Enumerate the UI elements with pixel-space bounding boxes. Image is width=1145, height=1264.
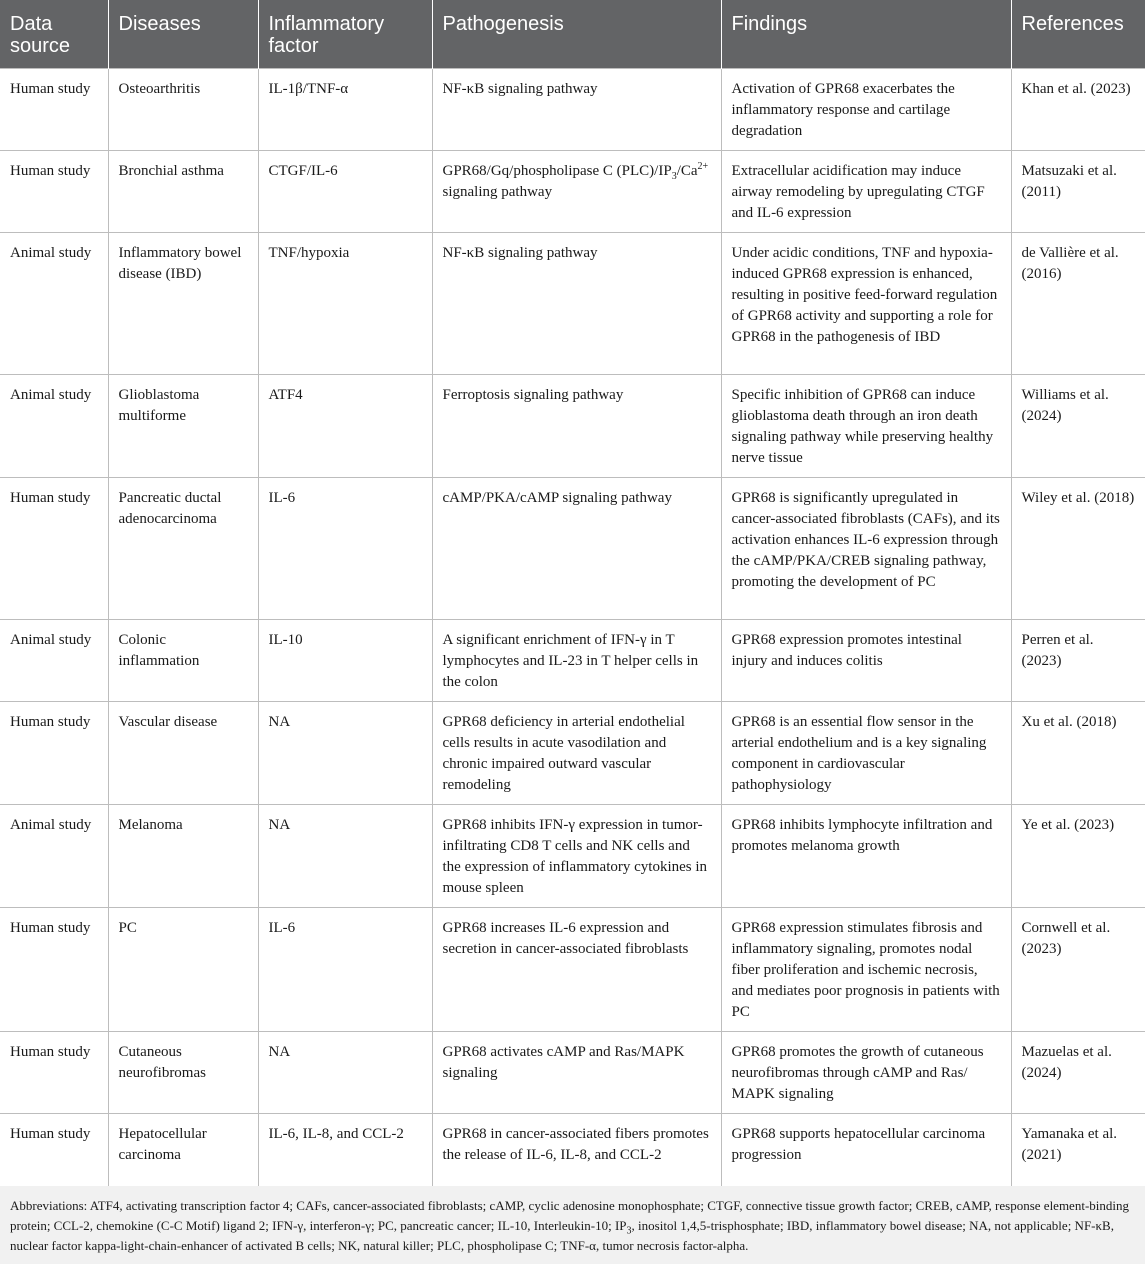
pathogenesis-text: GPR68/Gq/phospholipase C (PLC)/IP (442, 163, 672, 179)
cell-pathogenesis: GPR68 increases IL-6 expression and secretion in cancer-associated fibroblasts (432, 908, 721, 1032)
table-row (0, 375, 1145, 478)
cell-reference: Williams et al. (2024) (1011, 375, 1145, 478)
cell-inflammatory-factor: IL-10 (258, 620, 432, 702)
cell-reference: de Vallière et al. (2016) (1011, 233, 1145, 375)
cell-data-source: Human study (0, 1032, 108, 1114)
cell-disease: Colonic inflammation (108, 620, 258, 702)
cell-data-source: Animal study (0, 805, 108, 908)
cell-data-source: Human study (0, 69, 108, 151)
cell-findings: Specific inhibition of GPR68 can induce glioblastoma death through an iron death signaling pathway while preserving healthy nerve tissue (721, 375, 1011, 478)
cell-inflammatory-factor: NA (258, 805, 432, 908)
column-header-findings: Findings (721, 0, 1011, 69)
cell-pathogenesis: GPR68 deficiency in arterial endothelial cells results in acute vasodilation and chronic impaired outward vascular remodeling (432, 702, 721, 805)
column-header-data-source: Data source (0, 0, 108, 69)
cell-findings: GPR68 expression promotes intestinal injury and induces colitis (721, 620, 1011, 702)
superscript: 2+ (697, 161, 709, 172)
cell-disease: Inflammatory bowel disease (IBD) (108, 233, 258, 375)
cell-reference: Perren et al. (2023) (1011, 620, 1145, 702)
table-row (0, 69, 1145, 151)
cell-data-source: Human study (0, 908, 108, 1032)
cell-disease: Cutaneous neurofibromas (108, 1032, 258, 1114)
cell-findings: GPR68 supports hepatocellular carcinoma progression (721, 1114, 1011, 1194)
pathogenesis-text: /Ca (676, 163, 698, 179)
table-row (0, 233, 1145, 375)
cell-disease: Pancreatic ductal adenocarcinoma (108, 478, 258, 620)
cell-data-source: Human study (0, 151, 108, 233)
cell-inflammatory-factor: ATF4 (258, 375, 432, 478)
table-row (0, 805, 1145, 908)
abbreviations-footnote (0, 1186, 1145, 1264)
cell-disease: Melanoma (108, 805, 258, 908)
cell-disease: Glioblastoma multiforme (108, 375, 258, 478)
cell-findings: GPR68 promotes the growth of cutaneous neurofibromas through cAMP and Ras/ MAPK signaling (721, 1032, 1011, 1114)
subscript: 3 (671, 171, 677, 182)
cell-data-source: Human study (0, 702, 108, 805)
cell-pathogenesis: GPR68 inhibits IFN-γ expression in tumor-infiltrating CD8 T cells and NK cells and the expression of inflammatory cytokines in mouse spleen (432, 805, 721, 908)
cell-findings: Under acidic conditions, TNF and hypoxia-induced GPR68 expression is enhanced, resulting in positive feed-forward regulation of GPR68 activity and supporting a role for GPR68 in the pathogenesis of IBD (721, 233, 1011, 375)
table-row (0, 908, 1145, 1032)
cell-reference: Mazuelas et al. (2024) (1011, 1032, 1145, 1114)
column-header-diseases: Diseases (108, 0, 258, 69)
cell-pathogenesis: cAMP/PKA/cAMP signaling pathway (432, 478, 721, 620)
cell-findings: GPR68 inhibits lymphocyte infiltration and promotes melanoma growth (721, 805, 1011, 908)
table-row (0, 1114, 1145, 1194)
cell-inflammatory-factor: CTGF/IL-6 (258, 151, 432, 233)
cell-pathogenesis: Ferroptosis signaling pathway (432, 375, 721, 478)
cell-inflammatory-factor: IL-1β/TNF-α (258, 69, 432, 151)
cell-inflammatory-factor: IL-6 (258, 908, 432, 1032)
cell-data-source: Animal study (0, 375, 108, 478)
cell-reference: Ye et al. (2023) (1011, 805, 1145, 908)
cell-data-source: Animal study (0, 620, 108, 702)
column-header-pathogenesis: Pathogenesis (432, 0, 721, 69)
cell-pathogenesis: GPR68 in cancer-associated fibers promotes the release of IL-6, IL-8, and CCL-2 (432, 1114, 721, 1194)
cell-findings: Activation of GPR68 exacerbates the inflammatory response and cartilage degradation (721, 69, 1011, 151)
cell-inflammatory-factor: IL-6, IL-8, and CCL-2 (258, 1114, 432, 1194)
cell-data-source: Human study (0, 1114, 108, 1194)
cell-findings: Extracellular acidification may induce airway remodeling by upregulating CTGF and IL-6 expression (721, 151, 1011, 233)
cell-findings: GPR68 is significantly upregulated in cancer-associated fibroblasts (CAFs), and its activation enhances IL-6 expression through the cAMP/PKA/CREB signaling pathway, promoting the development of PC (721, 478, 1011, 620)
column-header-inflammatory-factor: Inflammatory factor (258, 0, 432, 69)
cell-reference: Xu et al. (2018) (1011, 702, 1145, 805)
header-row (0, 0, 1145, 69)
pathogenesis-text: signaling pathway (442, 184, 553, 200)
cell-disease: Osteoarthritis (108, 69, 258, 151)
cell-disease: Hepatocellular carcinoma (108, 1114, 258, 1194)
table-row (0, 620, 1145, 702)
table-row (0, 702, 1145, 805)
cell-inflammatory-factor: NA (258, 702, 432, 805)
cell-inflammatory-factor: TNF/hypoxia (258, 233, 432, 375)
cell-disease: PC (108, 908, 258, 1032)
footnote-text: Abbreviations: ATF4, activating transcription factor 4; CAFs, cancer-associated fibroblasts; cAMP, cyclic adenosine monophosphate; CTGF, connective tissue growth factor; CREB, cAMP, response element-binding protein; CCL-2, chemokine (C-C Motif) ligand 2; IFN-γ, interferon-γ; PC, pancreatic cancer; IL-10, Interleukin-10; IP (10, 1198, 1129, 1233)
table-row (0, 1032, 1145, 1114)
cell-pathogenesis (432, 151, 721, 233)
cell-data-source: Animal study (0, 233, 108, 375)
table-row (0, 478, 1145, 620)
cell-data-source: Human study (0, 478, 108, 620)
cell-reference: Khan et al. (2023) (1011, 69, 1145, 151)
cell-reference: Matsuzaki et al. (2011) (1011, 151, 1145, 233)
cell-disease: Vascular disease (108, 702, 258, 805)
cell-reference: Cornwell et al. (2023) (1011, 908, 1145, 1032)
cell-reference: Yamanaka et al. (2021) (1011, 1114, 1145, 1194)
subscript: 3 (626, 1225, 632, 1237)
cell-pathogenesis: GPR68 activates cAMP and Ras/MAPK signaling (432, 1032, 721, 1114)
cell-reference: Wiley et al. (2018) (1011, 478, 1145, 620)
cell-pathogenesis: NF-κB signaling pathway (432, 233, 721, 375)
cell-findings: GPR68 is an essential flow sensor in the arterial endothelium and is a key signaling component in cardiovascular pathophysiology (721, 702, 1011, 805)
column-header-references: References (1011, 0, 1145, 69)
cell-pathogenesis: A significant enrichment of IFN-γ in T lymphocytes and IL-23 in T helper cells in the colon (432, 620, 721, 702)
cell-disease: Bronchial asthma (108, 151, 258, 233)
table-row (0, 151, 1145, 233)
cell-pathogenesis: NF-κB signaling pathway (432, 69, 721, 151)
cell-inflammatory-factor: NA (258, 1032, 432, 1114)
footnote-text: , inositol 1,4,5-trisphosphate; IBD, inflammatory bowel disease; NA, not applicable; NF-κB, nuclear factor kappa-light-chain-enhancer of activated B cells; NK, natural killer; PLC, phospholipase C; TNF-α, tumor necrosis factor-alpha. (10, 1218, 1114, 1253)
cell-inflammatory-factor: IL-6 (258, 478, 432, 620)
cell-findings: GPR68 expression stimulates fibrosis and inflammatory signaling, promotes nodal fiber proliferation and ischemic necrosis, and mediates poor prognosis in patients with PC (721, 908, 1011, 1032)
